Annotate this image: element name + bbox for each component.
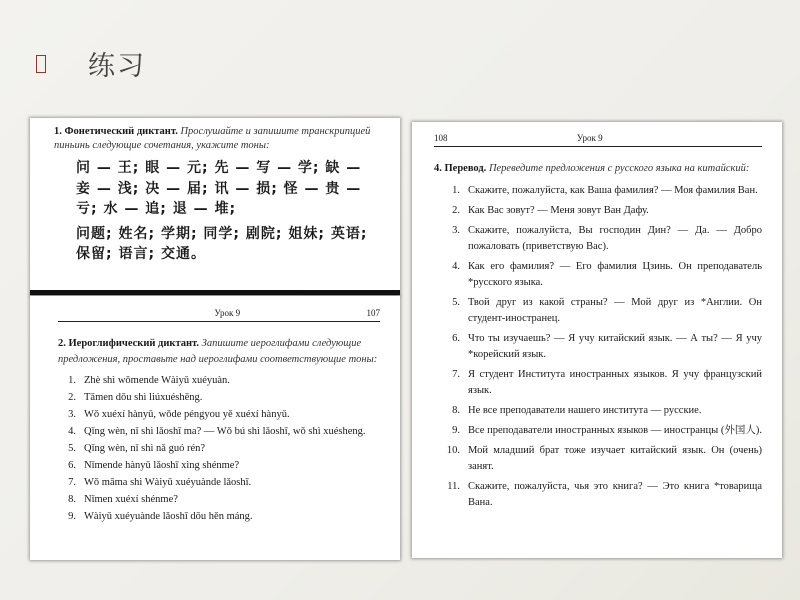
exercise-heading bbox=[58, 336, 380, 368]
list-item bbox=[434, 479, 762, 511]
item-number: 7. bbox=[452, 369, 460, 380]
running-head bbox=[434, 133, 762, 147]
item-text: Wǒ xuéxí hànyǔ, wǒde péngyou yě xuéxí hànyǔ. bbox=[84, 409, 290, 420]
exercise-instructions: Запишите иероглифами следующие предложения, проставьте над иероглифами соответствующие тоны: bbox=[58, 338, 378, 365]
cjk-line: 妾 — 浅; 决 — 届; 讯 — 损; 怪 — 贵 — bbox=[76, 180, 362, 197]
list-item bbox=[434, 203, 762, 219]
list-item bbox=[434, 183, 762, 199]
item-number: 4. bbox=[68, 426, 76, 437]
item-text: Не все преподаватели нашего института — русские. bbox=[468, 405, 702, 416]
list-item bbox=[58, 406, 380, 423]
running-head bbox=[58, 308, 380, 322]
item-number: 1. bbox=[68, 375, 76, 386]
item-text: Твой друг из какой страны? — Мой друг из *Англии. Он студент-иностранец. bbox=[468, 297, 762, 324]
list-item bbox=[58, 423, 380, 440]
sentence-list bbox=[434, 183, 762, 511]
item-text: Wǒ māma shì Wàiyǔ xuéyuànde lǎoshī. bbox=[84, 477, 252, 488]
list-item bbox=[434, 443, 762, 475]
item-number: 5. bbox=[68, 443, 76, 454]
exercise-title: 1. Фонетический диктант. bbox=[54, 126, 178, 137]
cjk-line: 问题; 姓名; 学期; 同学; 剧院; 姐妹; 英语; bbox=[76, 225, 368, 242]
cjk-line: 亏; 水 — 追; 退 — 堆; bbox=[76, 201, 237, 217]
list-item bbox=[58, 474, 380, 491]
item-text: Qǐng wèn, nǐ shì lǎoshī ma? — Wǒ bú shì lǎoshī, wǒ shì xuésheng. bbox=[84, 426, 366, 437]
item-text: Скажите, пожалуйста, как Ваша фамилия? — Моя фамилия Ван. bbox=[468, 185, 758, 196]
item-number: 6. bbox=[68, 460, 76, 471]
item-number: 7. bbox=[68, 477, 76, 488]
bullet-icon bbox=[36, 55, 46, 73]
page-number: 108 bbox=[434, 133, 448, 143]
item-text: Я студент Института иностранных языков. Я учу французский язык. bbox=[468, 369, 762, 396]
scan-divider bbox=[30, 290, 400, 295]
list-item bbox=[58, 491, 380, 508]
item-text: Nǐmen xuéxí shénme? bbox=[84, 494, 178, 505]
item-number: 2. bbox=[68, 392, 76, 403]
lesson-label: Урок 9 bbox=[214, 308, 241, 318]
item-text: Wàiyǔ xuéyuànde lǎoshī dōu hěn máng. bbox=[84, 511, 253, 522]
item-text: Все преподаватели иностранных языков — иностранцы (外国人). bbox=[468, 425, 762, 436]
scan-phonetic-dictation bbox=[30, 118, 400, 295]
cjk-line: 保留; 语言; 交通。 bbox=[76, 246, 206, 262]
exercise-instructions: Переведите предложения с русского языка на китайский: bbox=[488, 163, 750, 174]
exercise-title: 4. Перевод. bbox=[434, 163, 487, 174]
exercise-instructions: Прослушайте и запишите транскрипцией пиньинь следующие сочетания, укажите тоны: bbox=[54, 126, 371, 151]
item-number: 1. bbox=[452, 185, 460, 196]
slide-title bbox=[36, 44, 146, 83]
item-text: Как его фамилия? — Его фамилия Цзинь. Он преподаватель *русского языка. bbox=[468, 261, 762, 288]
item-text: Tāmen dōu shì liúxuéshēng. bbox=[84, 392, 203, 403]
item-text: Мой младший брат тоже изучает китайский язык. Он (очень) занят. bbox=[468, 445, 762, 472]
item-text: Qǐng wèn, nǐ shì nǎ guó rén? bbox=[84, 443, 206, 454]
item-number: 8. bbox=[68, 494, 76, 505]
list-item bbox=[58, 389, 380, 406]
item-text: Скажите, пожалуйста, чья это книга? — Это книга *товарища Вана. bbox=[468, 481, 762, 508]
slide-title-text: 练习 bbox=[88, 51, 146, 82]
scan-translation bbox=[412, 122, 782, 558]
lesson-label: Урок 9 bbox=[576, 133, 603, 143]
item-text: Скажите, пожалуйста, Вы господин Дин? — Да. — Добро пожаловать (приветствую Вас). bbox=[468, 225, 762, 252]
sentence-list bbox=[58, 372, 380, 525]
list-item bbox=[434, 223, 762, 255]
list-item bbox=[58, 372, 380, 389]
cjk-line: 问 — 王; 眼 — 元; 先 — 写 — 学; 缺 — bbox=[76, 160, 362, 176]
item-number: 9. bbox=[68, 511, 76, 522]
item-text: Что ты изучаешь? — Я учу китайский язык. — А ты? — Я учу *корейский язык. bbox=[468, 333, 762, 360]
list-item bbox=[434, 331, 762, 363]
item-number: 5. bbox=[452, 297, 460, 308]
item-text: Zhè shì wǒmende Wàiyǔ xuéyuàn. bbox=[84, 375, 230, 386]
exercise-title: 2. Иероглифический диктант. bbox=[58, 338, 200, 349]
list-item bbox=[434, 403, 762, 419]
list-item bbox=[58, 508, 380, 525]
item-number: 4. bbox=[452, 261, 460, 272]
item-number: 3. bbox=[68, 409, 76, 420]
item-number: 6. bbox=[452, 333, 460, 344]
item-number: 9. bbox=[452, 425, 460, 436]
item-number: 11. bbox=[447, 481, 460, 492]
item-text: Как Вас зовут? — Меня зовут Ван Дафу. bbox=[468, 205, 649, 216]
item-number: 10. bbox=[446, 445, 460, 456]
exercise-heading bbox=[434, 161, 762, 177]
page-number: 107 bbox=[366, 308, 380, 318]
scan-hieroglyph-dictation bbox=[30, 296, 400, 560]
list-item bbox=[58, 457, 380, 474]
item-number: 3. bbox=[452, 225, 460, 236]
item-number: 8. bbox=[452, 405, 460, 416]
list-item bbox=[434, 295, 762, 327]
list-item bbox=[434, 367, 762, 399]
list-item bbox=[434, 423, 762, 439]
item-text: Nǐmende hànyǔ lǎoshī xìng shénme? bbox=[84, 460, 240, 471]
list-item bbox=[58, 440, 380, 457]
list-item bbox=[434, 259, 762, 291]
exercise-heading bbox=[54, 125, 380, 153]
item-number: 2. bbox=[452, 205, 460, 216]
